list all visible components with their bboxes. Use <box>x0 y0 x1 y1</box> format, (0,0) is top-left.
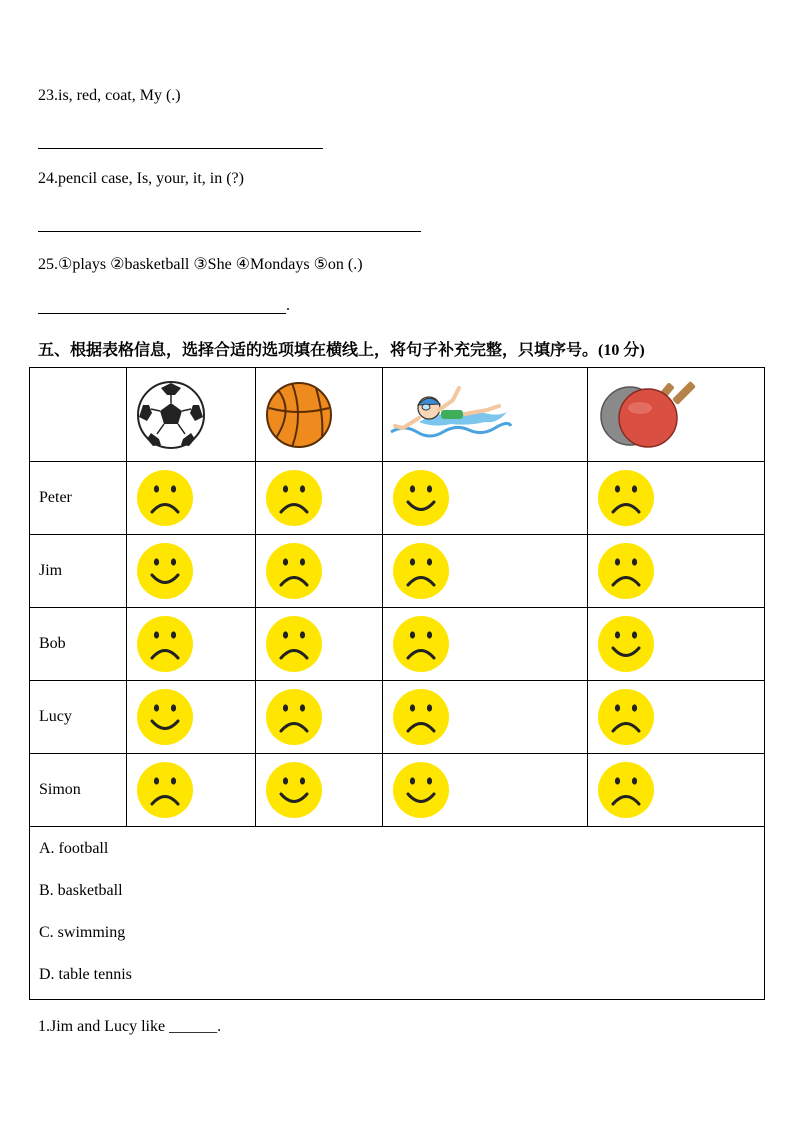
peter-table-tennis-face-icon <box>597 469 655 527</box>
preference-table <box>29 367 765 1000</box>
simon-table-tennis-face-icon <box>597 761 655 819</box>
jim-basketball-face-icon <box>265 542 323 600</box>
options-row <box>30 827 765 1000</box>
question-24: 24.pencil case, Is, your, it, in (?) <box>38 170 244 187</box>
table-row <box>30 608 765 681</box>
simon-football-face-icon <box>136 761 194 819</box>
face-cell <box>126 608 255 681</box>
table-row <box>30 462 765 535</box>
face-cell <box>383 462 588 535</box>
face-cell <box>383 681 588 754</box>
section-heading: 五、根据表格信息，选择合适的选项填在横线上，将句子补充完整，只填序号。(10 分) <box>38 342 645 359</box>
lucy-basketball-face-icon <box>265 688 323 746</box>
table-row <box>30 535 765 608</box>
lucy-swimming-face-icon <box>392 688 450 746</box>
row-name: Simon <box>30 754 127 827</box>
lucy-football-face-icon <box>136 688 194 746</box>
face-cell <box>383 754 588 827</box>
face-cell <box>255 754 383 827</box>
corner-cell <box>30 368 127 462</box>
answer-line-25[interactable] <box>38 313 286 314</box>
answer-line-25-period: . <box>286 297 290 314</box>
face-cell <box>588 535 765 608</box>
header-table-tennis <box>588 368 765 462</box>
table-row <box>30 754 765 827</box>
option-c: C. swimming <box>39 924 126 941</box>
jim-swimming-face-icon <box>392 542 450 600</box>
face-cell <box>126 462 255 535</box>
face-cell <box>383 535 588 608</box>
face-cell <box>588 681 765 754</box>
face-cell <box>255 462 383 535</box>
face-cell <box>126 681 255 754</box>
football-icon <box>135 379 207 451</box>
row-name: Bob <box>30 608 127 681</box>
option-b: B. basketball <box>39 882 123 899</box>
face-cell <box>383 608 588 681</box>
face-cell <box>588 754 765 827</box>
bob-swimming-face-icon <box>392 615 450 673</box>
peter-football-face-icon <box>136 469 194 527</box>
basketball-icon <box>264 380 334 450</box>
face-cell <box>255 608 383 681</box>
bob-football-face-icon <box>136 615 194 673</box>
face-cell <box>588 462 765 535</box>
swimming-icon <box>389 380 513 450</box>
simon-swimming-face-icon <box>392 761 450 819</box>
simon-basketball-face-icon <box>265 761 323 819</box>
option-d: D. table tennis <box>39 966 132 983</box>
options-cell <box>30 827 765 1000</box>
answer-line-24[interactable] <box>38 231 421 232</box>
answer-line-23[interactable] <box>38 148 323 149</box>
header-football <box>126 368 255 462</box>
bob-basketball-face-icon <box>265 615 323 673</box>
option-a: A. football <box>39 840 109 857</box>
jim-table-tennis-face-icon <box>597 542 655 600</box>
table-tennis-icon <box>596 378 700 452</box>
question-23: 23.is, red, coat, My (.) <box>38 87 181 104</box>
lucy-table-tennis-face-icon <box>597 688 655 746</box>
table-header-row <box>30 368 765 462</box>
face-cell <box>126 754 255 827</box>
peter-basketball-face-icon <box>265 469 323 527</box>
header-basketball <box>255 368 383 462</box>
header-swimming <box>383 368 588 462</box>
row-name: Peter <box>30 462 127 535</box>
question-25: 25.①plays ②basketball ③She ④Mondays ⑤on (.) <box>38 256 363 273</box>
fill-question-1: 1.Jim and Lucy like ______. <box>38 1018 222 1035</box>
jim-football-face-icon <box>136 542 194 600</box>
row-name: Jim <box>30 535 127 608</box>
face-cell <box>255 535 383 608</box>
row-name: Lucy <box>30 681 127 754</box>
face-cell <box>126 535 255 608</box>
peter-swimming-face-icon <box>392 469 450 527</box>
face-cell <box>588 608 765 681</box>
face-cell <box>255 681 383 754</box>
table-row <box>30 681 765 754</box>
bob-table-tennis-face-icon <box>597 615 655 673</box>
